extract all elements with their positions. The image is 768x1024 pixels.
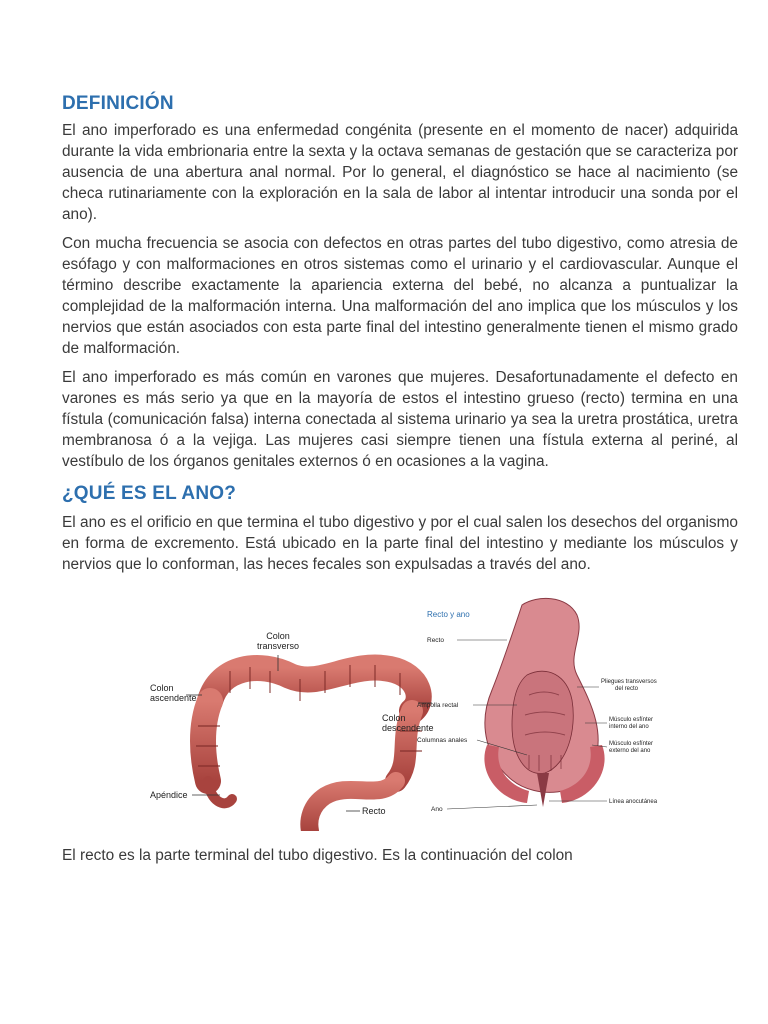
figures-row: [62, 591, 738, 831]
label-colon-ascendente-2: ascendente: [150, 693, 197, 703]
label-pliegues-1: Pliegues transversos: [601, 679, 657, 685]
label-pliegues-2: del recto: [615, 686, 639, 692]
label-colon-ascendente-1: Colon: [150, 683, 174, 693]
paragraph-3: El ano imperforado es más común en varones que mujeres. Desafortunadamente el defecto en varones es más serio ya que en la mayoría de estos el intestino grueso (recto) termina en una fístula (comunicación falsa) interna conectada al sistema urinario ya sea la uretra prostática, uretra membranosa ó a la vejiga. Las mujeres casi siempre tienen una fístula externa al periné, al vestíbulo de los órganos genitales externos ó en ocasiones a la vagina.: [62, 369, 738, 470]
label-apendice: Apéndice: [150, 790, 188, 800]
heading-definicion: DEFINICIÓN: [62, 93, 174, 114]
label-linea-anocutanea: Línea anocutánea: [609, 799, 658, 805]
label-esfinter-externo-2: externo del ano: [609, 748, 651, 754]
label-esfinter-interno-1: Músculo esfínter: [609, 717, 654, 723]
label-columnas-anales: Columnas anales: [417, 737, 468, 744]
label-recto: Recto: [362, 806, 386, 816]
rectum-anus-illustration: [417, 595, 667, 817]
label-colon-transverso-2: transverso: [256, 641, 300, 651]
label-ano: Ano: [431, 806, 443, 813]
colon-illustration: [150, 631, 440, 831]
label-ampolla-rectal: Ampolla rectal: [417, 702, 459, 709]
heading-que-es-el-ano: ¿QUÉ ES EL ANO?: [62, 483, 237, 504]
paragraph-2: Con mucha frecuencia se asocia con defectos en otras partes del tubo digestivo, como atresia de esófago y con malformaciones en otros sistemas como el urinario y el cardiovascular. Aunque el término describe exactamente la apariencia externa del bebé, no alcanza a puntualizar la complejidad de la malformación interna. Una malformación del ano implica que los músculos y los nervios que están asociados con esta parte final del intestino generalmente tienen el mismo grado de malformación.: [62, 235, 738, 357]
paragraph-1: El ano imperforado es una enfermedad congénita (presente en el momento de nacer) adquirida durante la vida embrionaria entre la sexta y la octava semanas de gestación que se caracteriza por ausencia de una abertura anal normal. Por lo general, el diagnóstico se hace al nacimiento (se checa rutinariamente con la exploración en la sala de labor al intentar introducir una sonda por el ano).: [62, 122, 738, 223]
label-colon-descendente-2: descendente: [382, 723, 434, 733]
figure-recto-title: Recto y ano: [427, 610, 470, 619]
paragraph-4: El ano es el orificio en que termina el tubo digestivo y por el cual salen los desechos del organismo en forma de excremento. Está ubicado en la parte final del intestino y mediante los músculos y nervios que lo conforman, las heces fecales son expulsadas a través del ano.: [62, 514, 738, 573]
label-esfinter-interno-2: interno del ano: [609, 724, 649, 730]
document-page: [62, 92, 738, 866]
label-colon-transverso-1: Colon: [266, 631, 290, 641]
label-recto-right: Recto: [427, 637, 444, 644]
label-colon-descendente-1: Colon: [382, 713, 406, 723]
label-esfinter-externo-1: Músculo esfínter: [609, 741, 654, 747]
paragraph-5: El recto es la parte terminal del tubo digestivo. Es la continuación del colon: [62, 847, 573, 864]
